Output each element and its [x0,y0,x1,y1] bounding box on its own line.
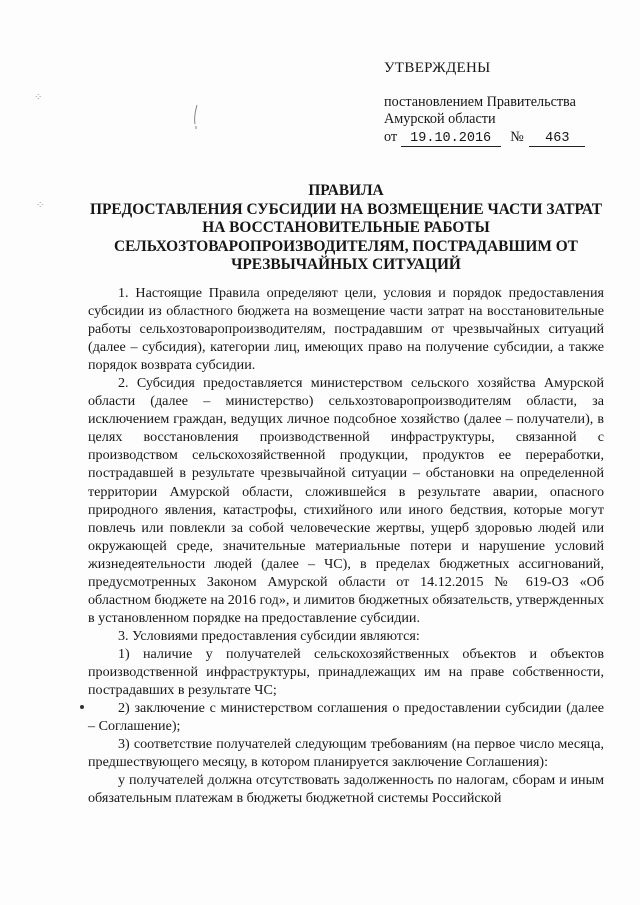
approval-date: 19.10.2016 [401,132,501,147]
condition-1: 1) наличие у получателей сельскохозяйственных объектов и объектов производственной инфраструктуры, принадлежащих им на праве собственности, пострадавших в результате ЧС; [88,645,604,699]
approval-number: 463 [529,132,585,147]
number-label: № [510,128,524,145]
approval-date-line [384,129,614,147]
paragraph-3: 3. Условиями предоставления субсидии являются: [118,627,420,644]
paragraph-1: 1. Настоящие Правила определяют цели, условия и порядок предоставления субсидии из областного бюджета на возмещение части затрат на восстановительные работы сельхозтоваропроизводителям, пострадавшим от чрезвычайных ситуаций (далее – субсидия), категории лиц, имеющих право на получение субсидии, а также порядок возврата субсидии. [88,285,604,374]
condition-3: 3) соответствие получателей следующим требованиям (на первое число месяца, предшествующего месяцу, в котором планируется заключение Соглашения): [88,736,604,771]
scan-artifact: ⁘ [36,200,45,211]
title-line: СЕЛЬХОЗТОВАРОПРОИЗВОДИТЕЛЯМ, ПОСТРАДАВШИМ ОТ [114,237,578,255]
scan-artifact: ⁘ [34,92,43,103]
approval-heading: УТВЕРЖДЕНЫ [384,60,491,76]
document-body [88,284,604,807]
requirement-paragraph: у получателей должна отсутствовать задолженность по налогам, сборам и иным обязательным платежам в бюджеты бюджетной системы Российской [88,772,604,807]
title-line: ЧРЕЗВЫЧАЙНЫХ СИТУАЦИЙ [231,256,461,274]
scan-dot [80,705,84,709]
title-line: ПРАВИЛА [308,182,384,199]
approval-line-resolution: постановлением Правительства [384,93,576,110]
title-line: ПРЕДОСТАВЛЕНИЯ СУБСИДИИ НА ВОЗМЕЩЕНИЕ ЧАСТИ ЗАТРАТ [90,200,602,218]
condition-2: 2) заключение с министерством соглашения о предоставлении субсидии (далее – Соглашение); [88,700,604,735]
approval-line-region: Амурской области [384,111,496,127]
document-title [80,182,612,275]
pen-stroke-mark [193,104,199,130]
paragraph-2: 2. Субсидия предоставляется министерством сельского хозяйства Амурской области (далее – министерство) сельхозтоваропроизводителям области, за исключением граждан, ведущих личное подсобное хозяйство (далее – получатели), в целях восстановления производственной инфраструктуры, связанной с производством сельскохозяйственной продукции, продуктов ее переработки, пострадавшей в результате чрезвычайной ситуации – обстановки на определенной территории Амурской области, сложившейся в результате аварии, опасного природного явления, катастрофы, стихийного или иного бедствия, которые могут повлечь или повлекли за собой человеческие жертвы, ущерб здоровью людей или окружающей среде, значительные материальные потери и нарушение условий жизнедеятельности людей (далее – ЧС), в пределах бюджетных ассигнований, предусмотренных Законом Амурской области от 14.12.2015 № 619-ОЗ «Об областном бюджете на 2016 год», и лимитов бюджетных обязательств, утвержденных в установленном порядке на предоставление субсидии. [88,375,604,626]
date-prefix: от [384,128,398,145]
title-line: НА ВОССТАНОВИТЕЛЬНЫЕ РАБОТЫ [202,219,490,237]
approval-block [384,60,614,147]
